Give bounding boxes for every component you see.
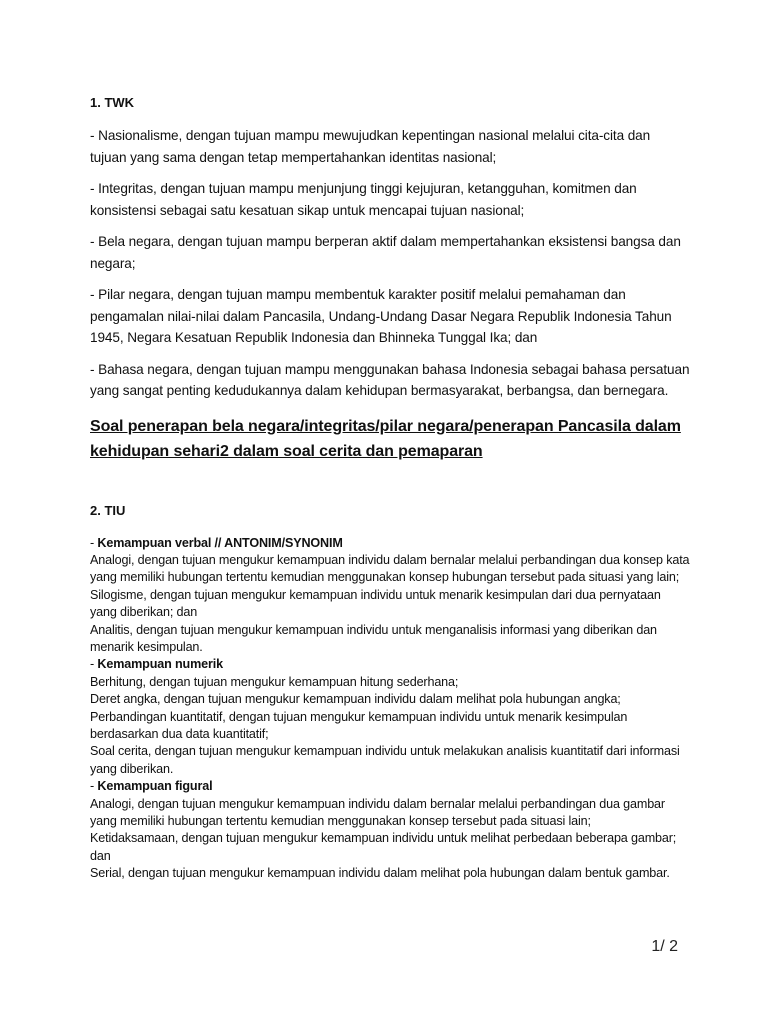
- verbal-heading-line: [90, 535, 690, 552]
- twk-bela-negara-paragraph: - Bela negara, dengan tujuan mampu berperan aktif dalam mempertahankan eksistensi bangsa dan negara;: [90, 234, 681, 271]
- numerik-item: Berhitung, dengan tujuan mengukur kemampuan hitung sederhana;: [90, 674, 459, 689]
- page-number: 1/ 2: [651, 938, 678, 955]
- numerik-item: Deret angka, dengan tujuan mengukur kemampuan individu dalam melihat pola hubungan angka;: [90, 692, 621, 707]
- numerik-heading: Kemampuan numerik: [97, 657, 223, 672]
- twk-nasionalisme-paragraph: - Nasionalisme, dengan tujuan mampu mewujudkan kepentingan nasional melalui cita-cita dan tujuan yang sama dengan tetap mempertahankan identitas nasional;: [90, 128, 651, 165]
- figural-heading: Kemampuan figural: [97, 779, 213, 794]
- twk-integritas-paragraph: - Integritas, dengan tujuan mampu menjunjung tinggi kejujuran, ketangguhan, komitmen dan konsistensi sebagai satu kesatuan sikap untuk mencapai tujuan nasional;: [90, 181, 637, 218]
- verbal-heading: Kemampuan verbal // ANTONIM/SYNONIM: [97, 535, 343, 550]
- figural-heading-line: [90, 778, 690, 795]
- figural-item: Ketidaksamaan, dengan tujuan mengukur kemampuan individu untuk melihat perbedaan beberapa gambar; dan: [90, 831, 677, 863]
- verbal-item: Silogisme, dengan tujuan mengukur kemampuan individu untuk menarik kesimpulan dari dua pernyataan yang diberikan; dan: [90, 587, 661, 620]
- twk-pilar-negara-paragraph: - Pilar negara, dengan tujuan mampu membentuk karakter positif melalui pemahaman dan pengamalan nilai-nilai dalam Pancasila, Undang-Undang Dasar Negara Republik Indonesia Tahun 1945, Negara Kesatuan Republik Indonesia dan Bhinneka Tunggal Ika; dan: [90, 287, 672, 345]
- section-twk-title: 1. TWK: [90, 95, 135, 110]
- twk-highlight-note: Soal penerapan bela negara/integritas/pilar negara/penerapan Pancasila dalam kehidupan sehari2 dalam soal cerita dan pemaparan: [90, 417, 681, 460]
- numerik-item: Perbandingan kuantitatif, dengan tujuan mengukur kemampuan individu untuk menarik kesimpulan berdasarkan dua data kuantitatif;: [90, 709, 628, 741]
- figural-item: Serial, dengan tujuan mengukur kemampuan individu dalam melihat pola hubungan dalam bentuk gambar.: [90, 866, 670, 881]
- section-tiu-title: 2. TIU: [90, 502, 126, 518]
- tiu-content: [90, 535, 690, 883]
- numerik-dash: -: [90, 657, 98, 672]
- verbal-dash: -: [90, 535, 98, 550]
- figural-dash: -: [90, 779, 98, 794]
- numerik-heading-line: [90, 656, 690, 673]
- verbal-item: Analogi, dengan tujuan mengukur kemampuan individu dalam bernalar melalui perbandingan dua konsep kata yang memiliki hubungan tertentu kemudian menggunakan konsep hubungan tersebut pada situasi yang lain;: [90, 552, 690, 585]
- verbal-item: Analitis, dengan tujuan mengukur kemampuan individu untuk menganalisis informasi yang diberikan dan menarik kesimpulan.: [90, 622, 657, 654]
- twk-bahasa-negara-paragraph: - Bahasa negara, dengan tujuan mampu menggunakan bahasa Indonesia sebagai bahasa persatuan yang sangat penting kedudukannya dalam kehidupan bermasyarakat, berbangsa, dan bernegara.: [90, 361, 690, 398]
- page-content: [90, 94, 690, 883]
- numerik-item: Soal cerita, dengan tujuan mengukur kemampuan individu untuk melakukan analisis kuantitatif dari informasi yang diberikan.: [90, 744, 680, 776]
- figural-item: Analogi, dengan tujuan mengukur kemampuan individu dalam bernalar melalui perbandingan dua gambar yang memiliki hubungan tertentu kemudian menggunakan konsep tersebut pada situasi lain;: [90, 796, 665, 828]
